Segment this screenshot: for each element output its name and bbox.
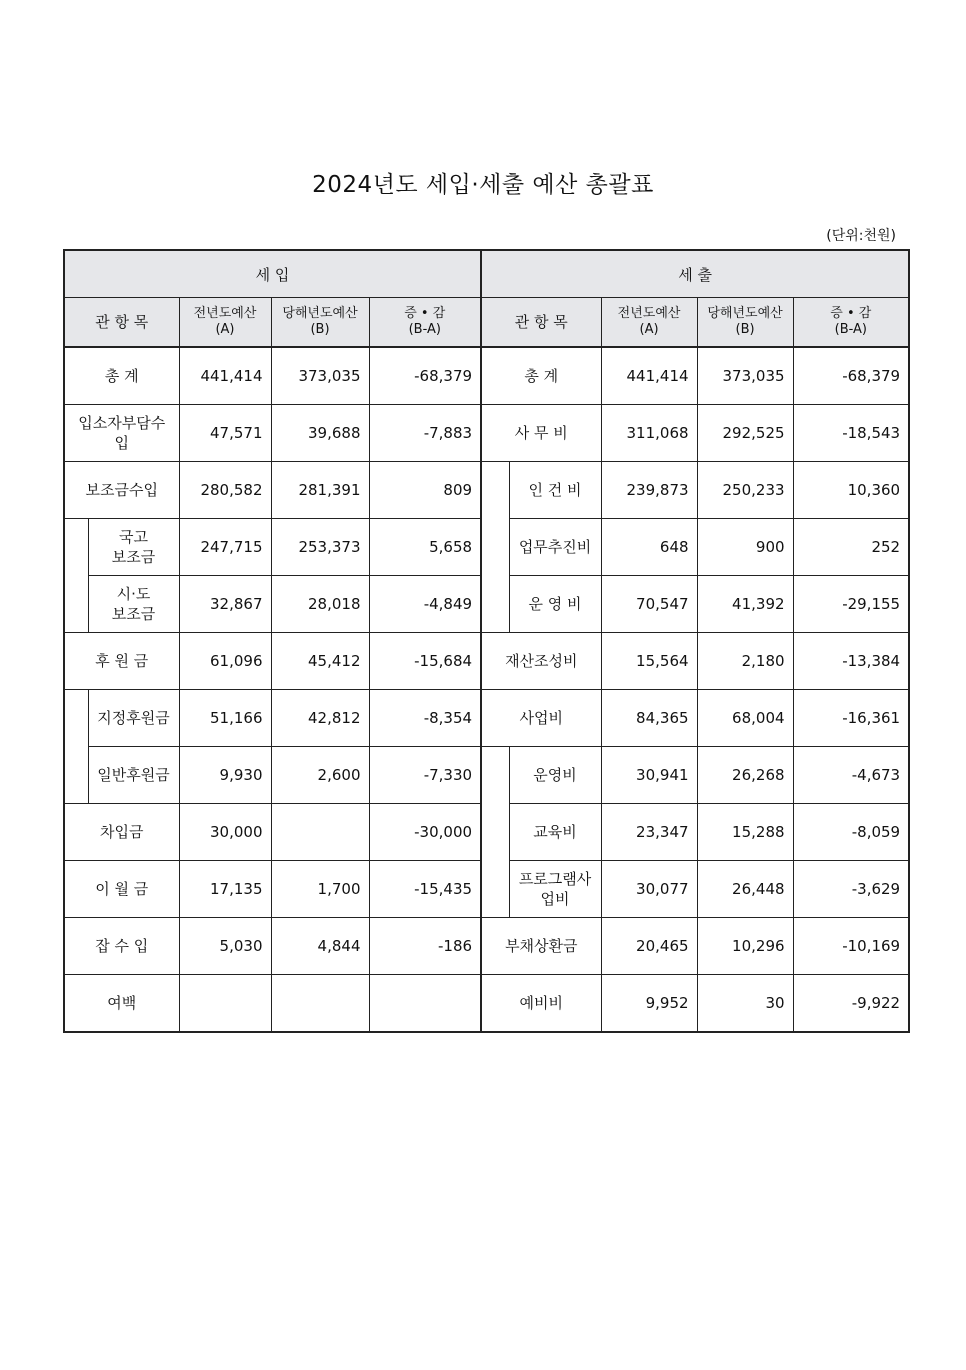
rev-prev: 32,867 — [179, 576, 271, 633]
exp-diff: -3,629 — [793, 861, 909, 918]
rev-curr: 2,600 — [271, 747, 369, 804]
rev-prev: 5,030 — [179, 918, 271, 975]
exp-label: 사 무 비 — [481, 405, 601, 462]
exp-prev: 84,365 — [601, 690, 697, 747]
exp-curr: 15,288 — [697, 804, 793, 861]
rev-prev: 51,166 — [179, 690, 271, 747]
table-row — [64, 861, 909, 918]
exp-prev: 70,547 — [601, 576, 697, 633]
exp-curr: 41,392 — [697, 576, 793, 633]
exp-curr-header: 당해년도예산 (B) — [697, 298, 793, 348]
rev-curr — [271, 975, 369, 1033]
budget-summary-table — [63, 249, 910, 1033]
rev-prev: 247,715 — [179, 519, 271, 576]
rev-label: 국고 보조금 — [88, 519, 179, 576]
exp-label: 예비비 — [481, 975, 601, 1033]
rev-diff: -15,684 — [369, 633, 481, 690]
exp-label: 운 영 비 — [509, 576, 601, 633]
rev-label: 시·도 보조금 — [88, 576, 179, 633]
exp-prev: 9,952 — [601, 975, 697, 1033]
rev-curr — [271, 804, 369, 861]
exp-indent — [481, 576, 509, 633]
rev-curr: 253,373 — [271, 519, 369, 576]
exp-diff: -9,922 — [793, 975, 909, 1033]
exp-curr: 292,525 — [697, 405, 793, 462]
exp-prev: 441,414 — [601, 347, 697, 405]
rev-label: 총 계 — [64, 347, 179, 405]
exp-diff-header: 증 • 감 (B-A) — [793, 298, 909, 348]
exp-label: 부채상환금 — [481, 918, 601, 975]
rev-prev: 61,096 — [179, 633, 271, 690]
rev-diff — [369, 975, 481, 1033]
exp-indent — [481, 519, 509, 576]
exp-label: 사업비 — [481, 690, 601, 747]
rev-prev: 17,135 — [179, 861, 271, 918]
column-header-row — [64, 298, 909, 348]
exp-curr: 250,233 — [697, 462, 793, 519]
exp-diff: -4,673 — [793, 747, 909, 804]
exp-curr: 2,180 — [697, 633, 793, 690]
table-row — [64, 519, 909, 576]
rev-curr: 28,018 — [271, 576, 369, 633]
table-row — [64, 462, 909, 519]
exp-diff: -10,169 — [793, 918, 909, 975]
table-row — [64, 918, 909, 975]
rev-diff: 5,658 — [369, 519, 481, 576]
exp-prev: 15,564 — [601, 633, 697, 690]
rev-curr-header: 당해년도예산 (B) — [271, 298, 369, 348]
exp-prev: 30,941 — [601, 747, 697, 804]
exp-account-header: 관 항 목 — [481, 298, 601, 348]
rev-diff: -7,883 — [369, 405, 481, 462]
exp-diff: 10,360 — [793, 462, 909, 519]
exp-indent — [481, 462, 509, 519]
exp-diff: -68,379 — [793, 347, 909, 405]
exp-prev: 648 — [601, 519, 697, 576]
table-row — [64, 347, 909, 405]
rev-label: 잡 수 입 — [64, 918, 179, 975]
exp-curr: 68,004 — [697, 690, 793, 747]
exp-prev: 23,347 — [601, 804, 697, 861]
rev-prev: 30,000 — [179, 804, 271, 861]
rev-diff: -7,330 — [369, 747, 481, 804]
rev-label: 여백 — [64, 975, 179, 1033]
exp-curr: 10,296 — [697, 918, 793, 975]
exp-diff: -13,384 — [793, 633, 909, 690]
rev-curr: 1,700 — [271, 861, 369, 918]
rev-label: 차입금 — [64, 804, 179, 861]
exp-indent — [481, 804, 509, 861]
exp-curr: 900 — [697, 519, 793, 576]
page-title: 2024년도 세입·세출 예산 총괄표 — [312, 172, 654, 198]
exp-label: 운영비 — [509, 747, 601, 804]
unit-label: (단위:천원) — [826, 228, 896, 244]
rev-diff: -15,435 — [369, 861, 481, 918]
rev-diff: 809 — [369, 462, 481, 519]
rev-curr: 42,812 — [271, 690, 369, 747]
exp-curr: 26,268 — [697, 747, 793, 804]
rev-diff: -30,000 — [369, 804, 481, 861]
rev-label: 후 원 금 — [64, 633, 179, 690]
exp-prev: 30,077 — [601, 861, 697, 918]
table-row — [64, 633, 909, 690]
rev-diff: -8,354 — [369, 690, 481, 747]
expenditure-section-header: 세 출 — [481, 250, 909, 298]
rev-account-header: 관 항 목 — [64, 298, 179, 348]
rev-indent — [64, 690, 88, 747]
rev-curr: 45,412 — [271, 633, 369, 690]
rev-prev-header: 전년도예산 (A) — [179, 298, 271, 348]
rev-diff: -4,849 — [369, 576, 481, 633]
rev-label: 보조금수입 — [64, 462, 179, 519]
exp-label: 프로그램사 업비 — [509, 861, 601, 918]
table-row — [64, 975, 909, 1033]
rev-indent — [64, 576, 88, 633]
exp-label: 업무추진비 — [509, 519, 601, 576]
rev-curr: 281,391 — [271, 462, 369, 519]
exp-prev: 239,873 — [601, 462, 697, 519]
exp-curr: 26,448 — [697, 861, 793, 918]
rev-label: 일반후원금 — [88, 747, 179, 804]
exp-diff: -16,361 — [793, 690, 909, 747]
exp-curr: 373,035 — [697, 347, 793, 405]
rev-label: 이 월 금 — [64, 861, 179, 918]
exp-label: 총 계 — [481, 347, 601, 405]
exp-prev: 20,465 — [601, 918, 697, 975]
exp-curr: 30 — [697, 975, 793, 1033]
rev-prev: 441,414 — [179, 347, 271, 405]
section-header-row — [64, 250, 909, 298]
rev-diff-header: 증 • 감 (B-A) — [369, 298, 481, 348]
rev-diff: -186 — [369, 918, 481, 975]
exp-prev: 311,068 — [601, 405, 697, 462]
rev-prev: 280,582 — [179, 462, 271, 519]
rev-prev — [179, 975, 271, 1033]
exp-label: 재산조성비 — [481, 633, 601, 690]
rev-prev: 47,571 — [179, 405, 271, 462]
table-row — [64, 747, 909, 804]
table-row — [64, 405, 909, 462]
table-row — [64, 690, 909, 747]
rev-prev: 9,930 — [179, 747, 271, 804]
exp-diff: -29,155 — [793, 576, 909, 633]
exp-indent — [481, 747, 509, 804]
exp-label: 인 건 비 — [509, 462, 601, 519]
rev-label: 입소자부담수 입 — [64, 405, 179, 462]
exp-label: 교육비 — [509, 804, 601, 861]
rev-label: 지정후원금 — [88, 690, 179, 747]
rev-curr: 4,844 — [271, 918, 369, 975]
table-row — [64, 576, 909, 633]
rev-curr: 373,035 — [271, 347, 369, 405]
revenue-section-header: 세 입 — [64, 250, 481, 298]
table-row — [64, 804, 909, 861]
rev-indent — [64, 747, 88, 804]
exp-diff: -18,543 — [793, 405, 909, 462]
rev-indent — [64, 519, 88, 576]
exp-diff: 252 — [793, 519, 909, 576]
exp-indent — [481, 861, 509, 918]
exp-diff: -8,059 — [793, 804, 909, 861]
rev-curr: 39,688 — [271, 405, 369, 462]
rev-diff: -68,379 — [369, 347, 481, 405]
exp-prev-header: 전년도예산 (A) — [601, 298, 697, 348]
